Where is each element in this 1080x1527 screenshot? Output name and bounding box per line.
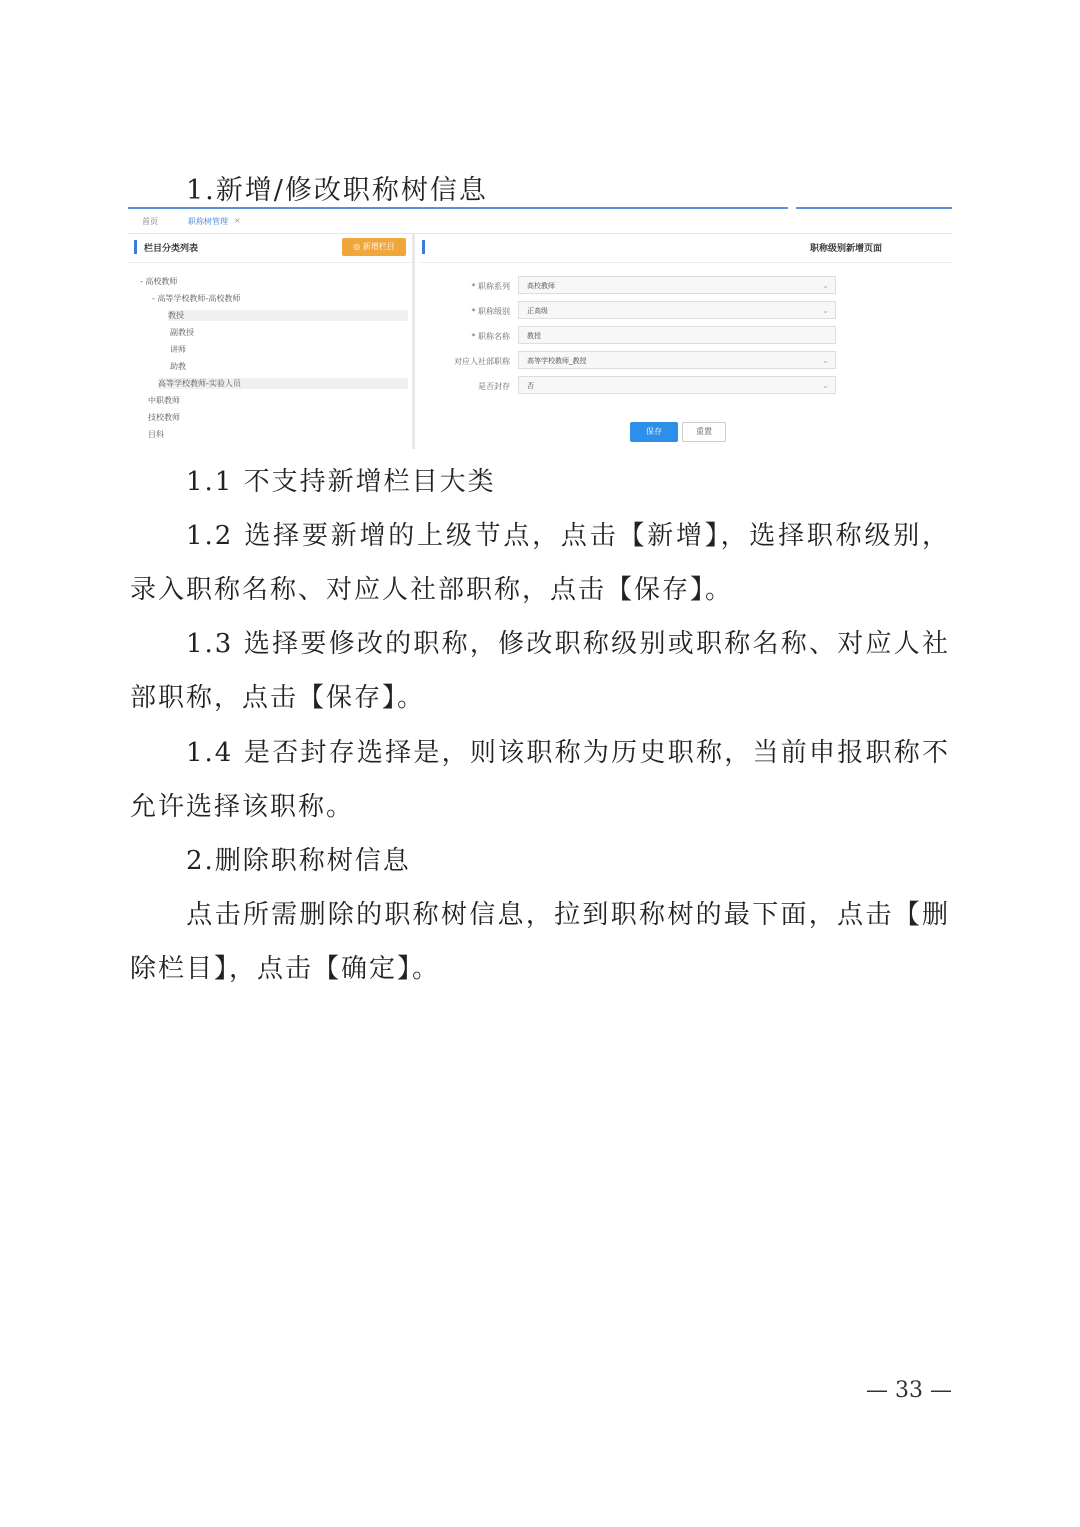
chevron-down-icon: ⌄ [822, 381, 829, 390]
section-heading-2: 2.删除职称树信息 [186, 846, 411, 876]
add-category-button[interactable]: ◎ 新增栏目 [342, 238, 406, 256]
tree-node-associate-professor[interactable]: 副教授 [170, 328, 194, 337]
paragraph-1-1: 1.1 不支持新增栏目大类 [186, 467, 496, 497]
title-series-value: 高校教师 [527, 282, 555, 290]
close-icon[interactable]: × [234, 216, 241, 225]
tab-bar [128, 211, 952, 233]
tree-node-lecturer[interactable]: 讲师 [170, 345, 186, 354]
page-number: — 33 — [866, 1378, 952, 1403]
top-accent-line-right [796, 207, 952, 209]
category-list-title: 栏目分类列表 [144, 244, 199, 254]
chevron-down-icon: ⌄ [822, 356, 829, 365]
hr-title-value: 高等学校教师_教授 [527, 357, 587, 365]
section-heading-1: 1.新增/修改职称树信息 [186, 175, 488, 206]
tab-title-tree-management[interactable]: 职称树管理 [188, 217, 228, 226]
tree-node-subject[interactable]: 目科 [148, 430, 164, 439]
paragraph-1-3: 1.3 选择要修改的职称，修改职称级别或职称名称、对应人社部职称，点击【保存】。 [130, 629, 950, 713]
label-hr-title: 对应人社部职称 [454, 357, 510, 366]
title-level-select[interactable] [518, 301, 836, 319]
tab-home[interactable]: 首页 [142, 217, 158, 226]
paragraph-1-2: 1.2 选择要新增的上级节点，点击【新增】，选择职称级别，录入职称名称、对应人社部职称，点击【保存】。 [130, 521, 950, 605]
tree-node-professor[interactable]: 教授 [168, 310, 408, 321]
label-title-name: * 职称名称 [471, 332, 510, 341]
label-title-series: * 职称系列 [471, 282, 510, 291]
title-name-input[interactable] [518, 326, 836, 344]
paragraph-delete: 点击所需删除的职称树信息，拉到职称树的最下面，点击【删除栏目】，点击【确定】。 [130, 900, 950, 984]
label-archived: 是否封存 [478, 382, 510, 391]
tree-node-lab-staff[interactable]: 高等学校教师-实验人员 [158, 378, 408, 389]
title-level-add-panel [420, 234, 952, 449]
panel-accent-bar [422, 240, 425, 254]
title-level-value: 正高级 [527, 307, 548, 315]
tree-node-higher-ed-teacher[interactable]: - 高等学校教师-高校教师 [152, 294, 241, 303]
chevron-down-icon: ⌄ [822, 281, 829, 290]
tree-node-assistant[interactable]: 助教 [170, 362, 186, 371]
paragraph-1-4: 1.4 是否封存选择是，则该职称为历史职称，当前申报职称不允许选择该职称。 [130, 738, 950, 822]
tree-node-vocational-teacher[interactable]: 中职教师 [148, 396, 180, 405]
category-list-panel [128, 234, 415, 449]
hr-title-select[interactable] [518, 351, 836, 369]
top-accent-line [128, 207, 788, 209]
panel-divider [420, 262, 952, 263]
tree-node-university-teacher[interactable]: - 高校教师 [140, 277, 178, 286]
embedded-screenshot [128, 207, 952, 449]
title-series-select[interactable] [518, 276, 836, 294]
save-button[interactable]: 保存 [630, 422, 678, 442]
archived-select[interactable] [518, 376, 836, 394]
archived-value: 否 [527, 382, 534, 390]
label-title-level: * 职称级别 [471, 307, 510, 316]
panel-accent-bar [134, 240, 137, 254]
title-name-value: 教授 [527, 332, 541, 340]
reset-button[interactable]: 重置 [682, 422, 726, 442]
chevron-down-icon: ⌄ [822, 306, 829, 315]
add-page-title: 职称级别新增页面 [809, 244, 882, 254]
tree-node-technical-school-teacher[interactable]: 技校教师 [148, 413, 180, 422]
panel-divider [128, 262, 412, 263]
